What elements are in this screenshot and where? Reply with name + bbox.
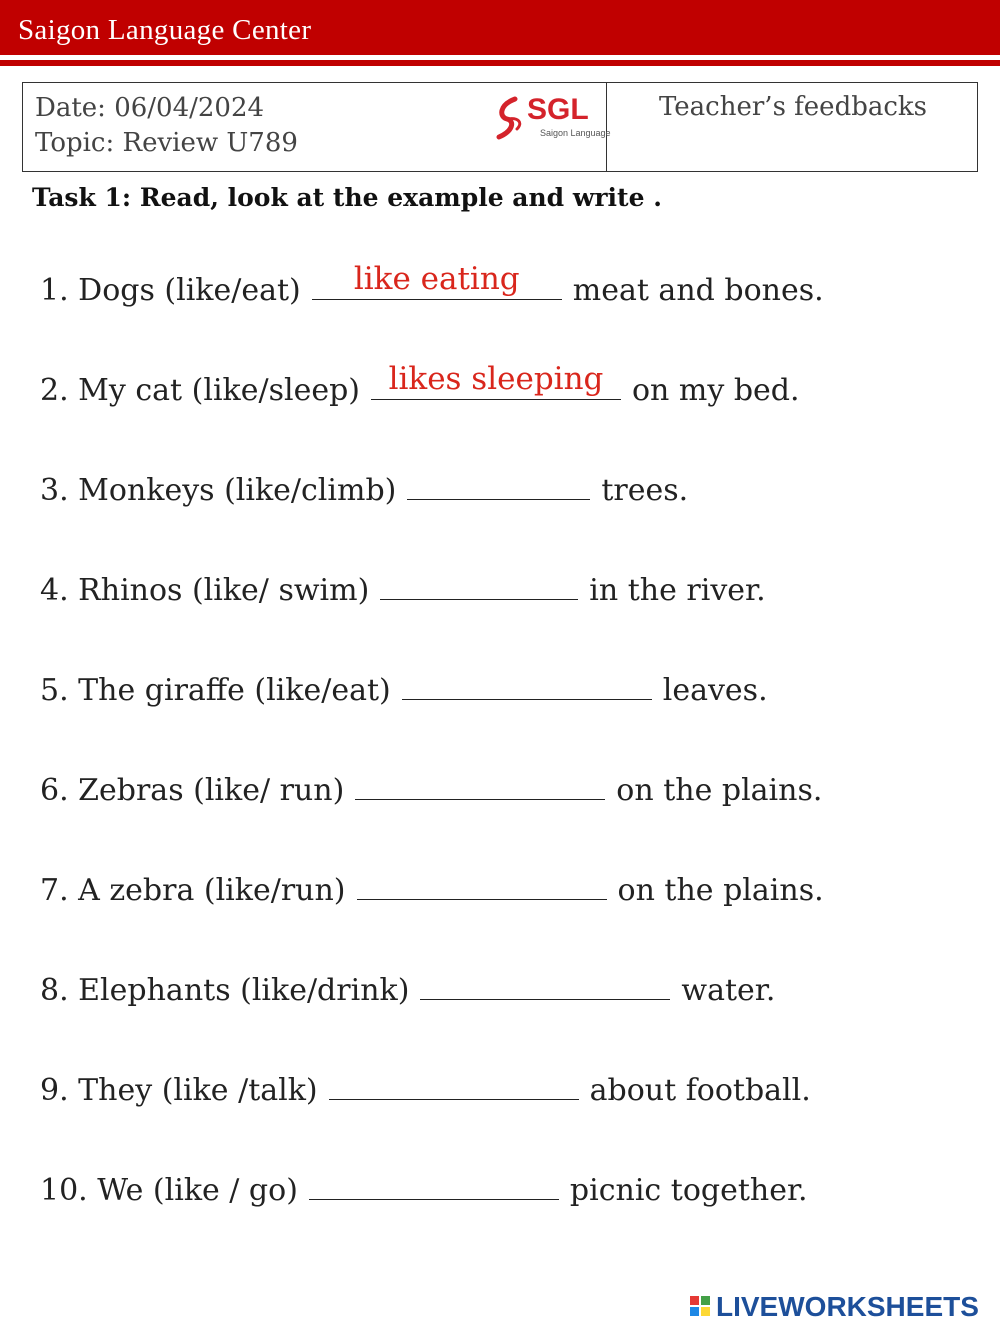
- item-rest: picnic together.: [569, 1173, 808, 1208]
- item-rest: on the plains.: [617, 873, 824, 908]
- liveworksheets-mark-icon: [690, 1296, 712, 1318]
- liveworksheets-logo: [690, 1292, 990, 1322]
- item-prompt: 7. A zebra (like/run): [40, 873, 346, 908]
- info-left-cell: [23, 83, 611, 171]
- logo-subtext: Saigon Language: [540, 128, 611, 138]
- item-rest: in the river.: [589, 573, 766, 608]
- answer-blank[interactable]: [420, 973, 670, 1000]
- exercise-item: [40, 473, 688, 506]
- answer-blank[interactable]: [380, 573, 578, 600]
- liveworksheets-text: LIVEWORKSHEETS: [716, 1291, 979, 1322]
- item-rest: on my bed.: [631, 373, 800, 408]
- exercise-item: [40, 573, 766, 606]
- item-prompt: 8. Elephants (like/drink): [40, 973, 410, 1008]
- item-rest: water.: [681, 973, 776, 1008]
- exercise-item: [40, 773, 822, 806]
- item-prompt: 6. Zebras (like/ run): [40, 773, 345, 808]
- item-rest: about football.: [589, 1073, 811, 1108]
- item-prompt: 3. Monkeys (like/climb): [40, 473, 397, 508]
- answer-blank[interactable]: [407, 473, 590, 500]
- answer-blank[interactable]: [402, 673, 652, 700]
- answer-blank[interactable]: [329, 1073, 579, 1100]
- exercise-item: [40, 261, 824, 308]
- header-rule: [0, 60, 1000, 66]
- answer-blank[interactable]: [312, 261, 562, 300]
- swoosh-icon: [493, 93, 529, 141]
- center-name: Saigon Language Center: [18, 14, 312, 46]
- item-prompt: 4. Rhinos (like/ swim): [40, 573, 370, 608]
- exercise-item: [40, 673, 768, 706]
- exercise-item: [40, 361, 800, 408]
- answer-blank[interactable]: [309, 1173, 559, 1200]
- item-prompt: 5. The giraffe (like/eat): [40, 673, 391, 708]
- exercise-item: [40, 873, 824, 906]
- sgl-logo: [493, 93, 611, 143]
- task-title: Task 1: Read, look at the example and write .: [32, 183, 662, 212]
- info-box: [22, 82, 978, 172]
- item-rest: trees.: [601, 473, 689, 508]
- answer-blank[interactable]: [355, 773, 605, 800]
- item-answer: like eating: [353, 261, 520, 297]
- answer-blank[interactable]: [371, 361, 621, 400]
- exercise-item: [40, 973, 775, 1006]
- item-rest: leaves.: [662, 673, 768, 708]
- item-prompt: 1. Dogs (like/eat): [40, 273, 301, 308]
- exercise-item: [40, 1073, 811, 1106]
- topic-text: Topic: Review U789: [35, 128, 298, 158]
- header-banner: [0, 0, 1000, 55]
- teacher-feedback-label: Teacher’s feedbacks: [658, 92, 928, 122]
- item-prompt: 9. They (like /talk): [40, 1073, 318, 1108]
- item-prompt: 10. We (like / go): [40, 1173, 298, 1208]
- exercise-item: [40, 1173, 808, 1206]
- date-text: Date: 06/04/2024: [35, 93, 265, 123]
- answer-blank[interactable]: [357, 873, 607, 900]
- item-answer: likes sleeping: [388, 361, 604, 397]
- item-prompt: 2. My cat (like/sleep): [40, 373, 360, 408]
- item-rest: on the plains.: [616, 773, 823, 808]
- item-rest: meat and bones.: [572, 273, 824, 308]
- logo-text: SGL: [527, 93, 589, 126]
